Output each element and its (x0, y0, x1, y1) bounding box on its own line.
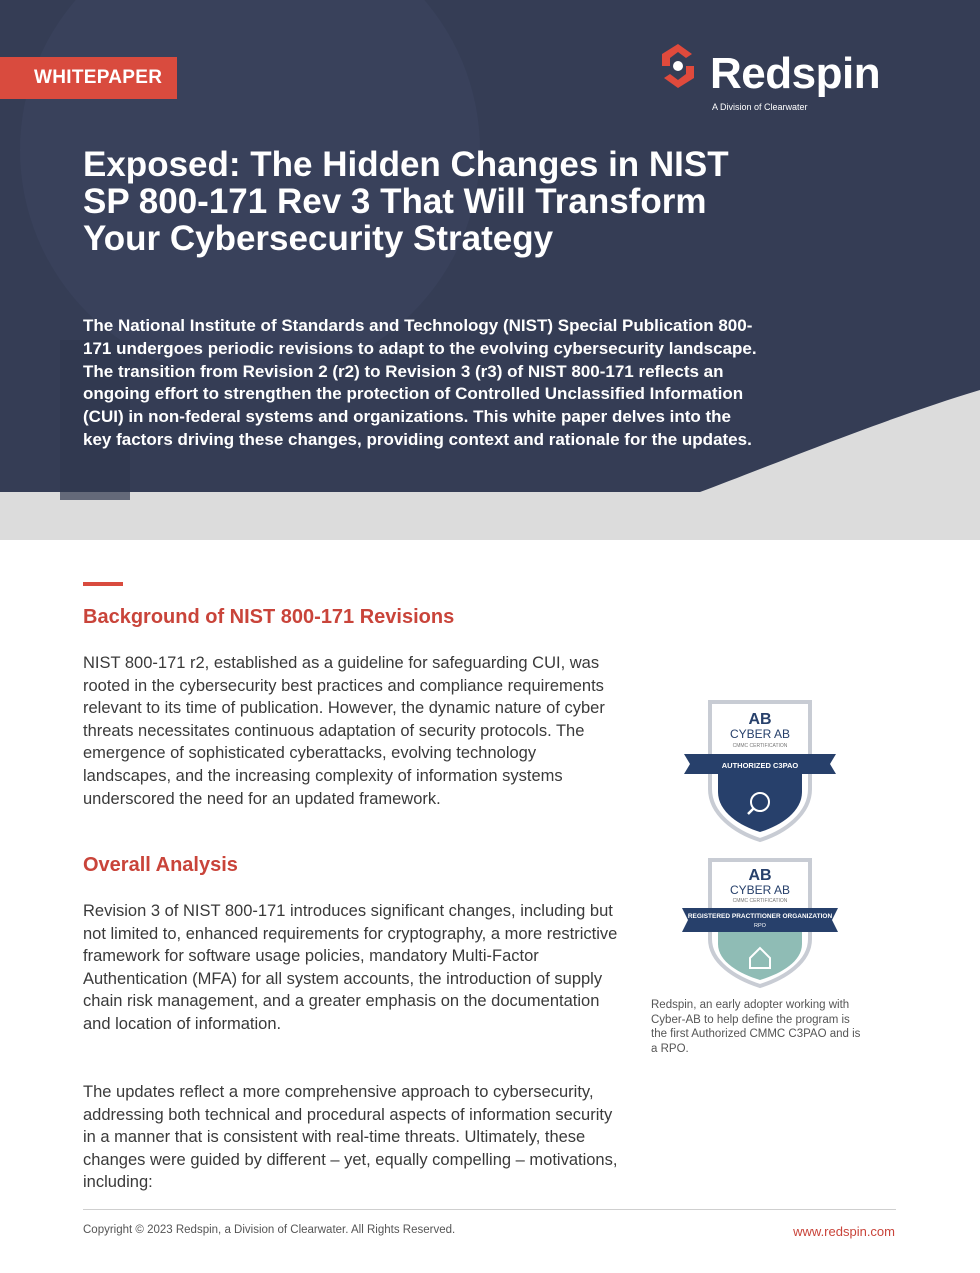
badge-ribbon: REGISTERED PRACTITIONER ORGANIZATION (687, 913, 833, 920)
badge-org: CYBER AB (729, 727, 791, 741)
redspin-logo (652, 40, 902, 120)
footer-copyright: Copyright © 2023 Redspin, a Division of Clearwater. All Rights Reserved. (83, 1224, 456, 1236)
footer-divider (83, 1209, 896, 1210)
section-heading-background: Background of NIST 800-171 Revisions (83, 606, 455, 628)
footer-website-link[interactable]: www.redspin.com (793, 1224, 895, 1239)
background-paragraph: NIST 800-171 r2, established as a guideline for safeguarding CUI, was rooted in the cybersecurity best practices and compliance requirements relevant to its time of publication. However, the dynamic nature of cyber threats necessitates continuous adaptation of security protocols. The emergence of sophisticated cyberattacks, evolving technology landscapes, and the increasing complexity of information systems underscored the need for an updated framework. (83, 654, 605, 808)
badge-org: CYBER AB (729, 883, 791, 897)
analysis-paragraph-2: The updates reflect a more comprehensive approach to cybersecurity, addressing both technical and procedural aspects of information security in a manner that is consistent with real-time threats. Ultimately, these changes were guided by different – yet, equally compelling – motivations, including: (83, 1083, 618, 1192)
badge-sub: CMMC CERTIFICATION (732, 743, 788, 749)
logo-subtitle: A Division of Clearwater (712, 102, 808, 112)
badge-ribbon-sub: RPO (754, 923, 766, 929)
rpo-badge (680, 854, 840, 989)
whitepaper-tag: WHITEPAPER (0, 57, 177, 99)
badge-monogram: AB (748, 867, 772, 884)
section-heading-analysis: Overall Analysis (83, 854, 238, 876)
logo-wordmark: Redspin (710, 49, 881, 98)
intro-paragraph: The National Institute of Standards and Technology (NIST) Special Publication 800-171 undergoes periodic revisions to adapt to the evolving cybersecurity landscape. The transition from Revision 2 (r2) to Revision 3 (r3) of NIST 800-171 reflects an ongoing effort to strengthen the protection of Controlled Unclassified Information (CUI) in non-federal systems and organizations. This white paper delves into the key factors driving these changes, providing context and rationale for the updates. (83, 316, 757, 449)
page-title: Exposed: The Hidden Changes in NIST SP 800-171 Rev 3 That Will Transform Your Cybersecurity Strategy (83, 145, 729, 258)
c3pao-badge (680, 694, 840, 844)
badge-sub: CMMC CERTIFICATION (732, 898, 788, 904)
redspin-mark-icon (652, 40, 704, 92)
accent-bar (83, 582, 123, 586)
badge-caption: Redspin, an early adopter working with Cyber-AB to help define the program is the first Authorized CMMC C3PAO and is a RPO. (651, 999, 861, 1055)
hero-banner (0, 0, 980, 540)
badge-monogram: AB (748, 711, 772, 728)
analysis-paragraph-1: Revision 3 of NIST 800-171 introduces significant changes, including but not limited to, enhanced requirements for cryptography, a more restrictive framework for software usage policies, mandatory Multi-Factor Authentication (MFA) for all system accounts, the introduction of supply chain risk management, and a greater emphasis on the documentation and location of information. (83, 902, 618, 1033)
badge-ribbon: AUTHORIZED C3PAO (721, 761, 799, 770)
